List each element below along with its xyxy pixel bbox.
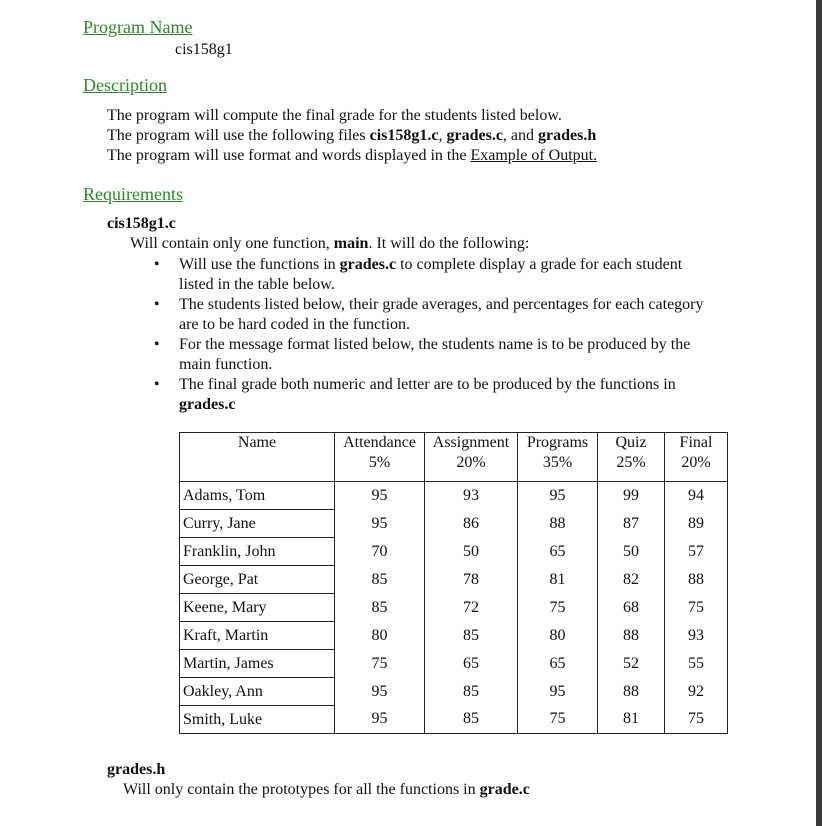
final-cell: 93 [665,622,728,650]
table-row [180,678,728,706]
student-name-cell: Oakley, Ann [180,678,335,706]
table-row [180,650,728,678]
quiz-cell: 52 [598,650,665,678]
grades-h-description: Will only contain the prototypes for all the functions in grade.c [123,781,530,798]
list-item: • The final grade both numeric and letter are to be produced by the functions in grades.c [154,376,676,413]
list-item: • The students listed below, their grade averages, and percentages for each category are to be hard coded in the function. [154,296,704,333]
column-header-quiz: Quiz 25% [598,433,665,482]
attendance-cell: 70 [335,538,425,566]
file-name: cis158g1.c [369,127,439,144]
quiz-cell: 99 [598,482,665,510]
file-name: grades.h [538,127,597,144]
list-item: • Will use the functions in grades.c to complete display a grade for each student listed in the table below. [154,256,683,293]
assignment-cell: 85 [425,678,518,706]
quiz-cell: 88 [598,678,665,706]
requirements-list [154,255,754,415]
quiz-cell: 88 [598,622,665,650]
requirements-heading: Requirements [83,184,183,204]
quiz-cell: 87 [598,510,665,538]
programs-cell: 88 [518,510,598,538]
description-line-3: The program will use format and words displayed in the Example of Output. [107,147,598,164]
student-name-cell: George, Pat [180,566,335,594]
program-name-heading: Program Name [83,17,193,37]
attendance-cell: 85 [335,566,425,594]
assignment-cell: 86 [425,510,518,538]
final-cell: 75 [665,594,728,622]
list-item: • For the message format listed below, the students name is to be produced by the main function. [154,336,691,373]
table-row [180,594,728,622]
student-name-cell: Keene, Mary [180,594,335,622]
attendance-cell: 85 [335,594,425,622]
attendance-cell: 80 [335,622,425,650]
table-row [180,482,728,510]
student-name-cell: Curry, Jane [180,510,335,538]
student-name-cell: Kraft, Martin [180,622,335,650]
final-cell: 94 [665,482,728,510]
bullet-icon: • [154,376,160,393]
table-row [180,538,728,566]
assignment-cell: 72 [425,594,518,622]
assignment-cell: 85 [425,706,518,734]
final-cell: 57 [665,538,728,566]
table-row [180,622,728,650]
example-of-output-link[interactable]: Example of Output. [470,147,598,164]
table-row [180,510,728,538]
student-name-cell: Smith, Luke [180,706,335,734]
description-heading: Description [83,75,167,95]
attendance-cell: 95 [335,482,425,510]
column-header-assignment: Assignment 20% [425,433,518,482]
attendance-cell: 95 [335,706,425,734]
programs-cell: 95 [518,678,598,706]
final-cell: 75 [665,706,728,734]
assignment-cell: 78 [425,566,518,594]
final-cell: 55 [665,650,728,678]
programs-cell: 75 [518,706,598,734]
final-cell: 89 [665,510,728,538]
programs-cell: 80 [518,622,598,650]
quiz-cell: 68 [598,594,665,622]
student-name-cell: Franklin, John [180,538,335,566]
quiz-cell: 81 [598,706,665,734]
quiz-cell: 82 [598,566,665,594]
column-header-programs: Programs 35% [518,433,598,482]
column-header-final: Final 20% [665,433,728,482]
requirements-file-title: cis158g1.c [107,215,176,232]
table-row [180,566,728,594]
grades-table [179,432,728,734]
column-header-attendance: Attendance 5% [335,433,425,482]
programs-cell: 75 [518,594,598,622]
attendance-cell: 95 [335,678,425,706]
table-row [180,706,728,734]
file-name: grades.c [446,127,503,144]
assignment-cell: 65 [425,650,518,678]
description-line-2: The program will use the following files cis158g1.c, grades.c, and grades.h [107,127,597,144]
assignment-cell: 85 [425,622,518,650]
requirements-intro: Will contain only one function, main. It will do the following: [130,235,530,252]
column-header-name: Name [180,433,335,482]
attendance-cell: 75 [335,650,425,678]
programs-cell: 81 [518,566,598,594]
quiz-cell: 50 [598,538,665,566]
student-name-cell: Adams, Tom [180,482,335,510]
grades-h-title: grades.h [107,761,166,778]
window-edge [816,0,822,826]
bullet-icon: • [154,336,160,353]
program-name-value: cis158g1 [175,41,233,58]
assignment-cell: 50 [425,538,518,566]
assignment-cell: 93 [425,482,518,510]
description-line-1: The program will compute the final grade for the students listed below. [107,107,562,124]
programs-cell: 65 [518,650,598,678]
final-cell: 92 [665,678,728,706]
final-cell: 88 [665,566,728,594]
student-name-cell: Martin, James [180,650,335,678]
bullet-icon: • [154,256,160,273]
attendance-cell: 95 [335,510,425,538]
programs-cell: 65 [518,538,598,566]
table-header-row [180,433,728,482]
programs-cell: 95 [518,482,598,510]
bullet-icon: • [154,296,160,313]
